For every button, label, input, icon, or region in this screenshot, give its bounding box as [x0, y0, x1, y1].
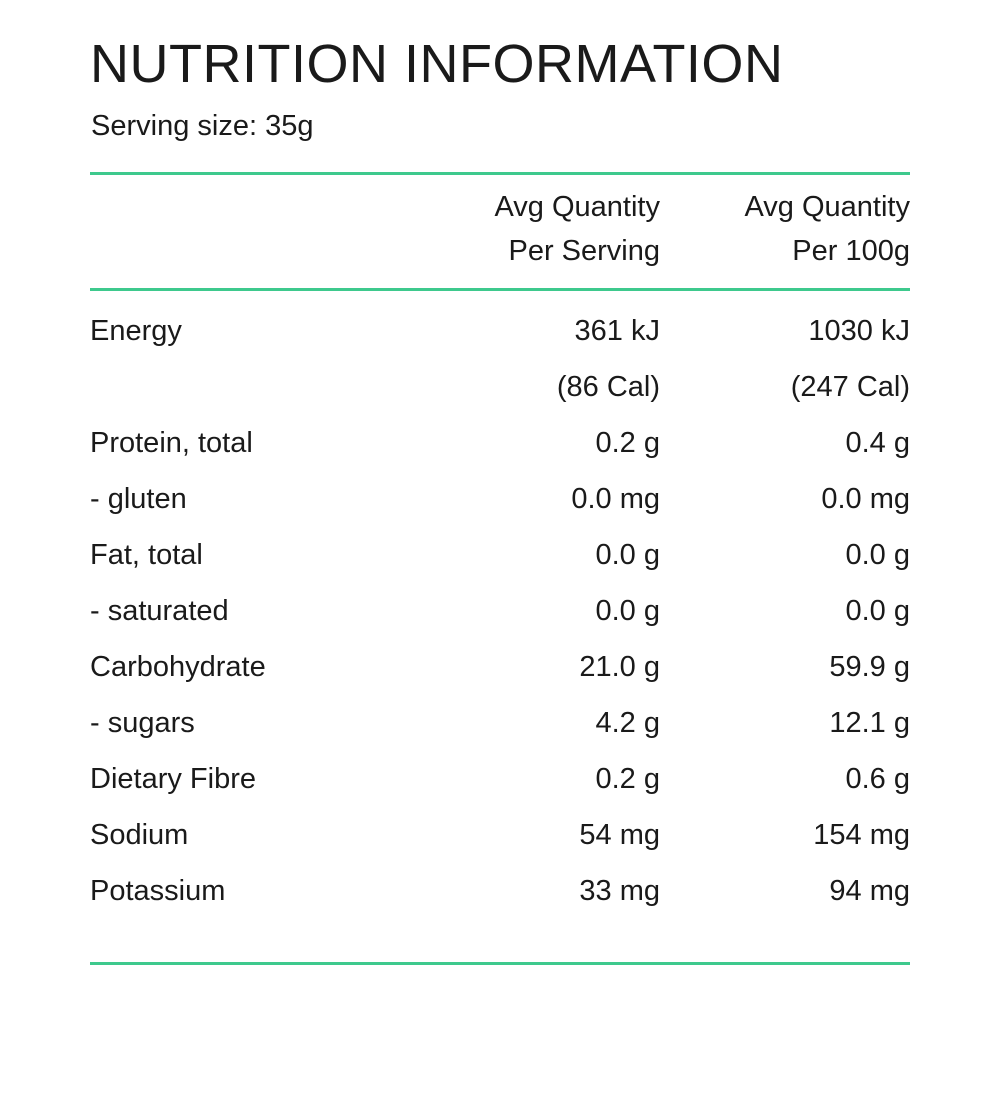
row-label: Carbohydrate [90, 651, 266, 683]
row-value-per-100g: 94 mg [829, 875, 910, 907]
table-row [90, 583, 910, 639]
table-row [90, 415, 910, 471]
row-value-per-100g: 0.0 mg [821, 483, 910, 515]
row-label: Sodium [90, 819, 189, 851]
table-row [90, 751, 910, 807]
page-title: NUTRITION INFORMATION [90, 34, 784, 94]
table-row [90, 303, 910, 359]
row-value-per-serving: 0.2 g [595, 763, 660, 795]
table-row [90, 359, 910, 415]
row-value-per-serving: 33 mg [579, 875, 660, 907]
table-row [90, 639, 910, 695]
column-header-per-100g [660, 186, 910, 273]
row-value-per-100g: 0.0 g [845, 539, 910, 571]
divider-top [90, 172, 910, 175]
column-header-per-100g-line1: Avg Quantity [744, 191, 910, 223]
row-label [90, 359, 410, 415]
row-value-per-serving: 0.0 mg [571, 483, 660, 515]
row-value-per-serving: 0.0 g [595, 595, 660, 627]
row-value-per-100g: 154 mg [813, 819, 910, 851]
row-value-per-100g: 0.6 g [845, 763, 910, 795]
row-value-per-100g: 0.4 g [845, 427, 910, 459]
row-value-per-serving: 54 mg [579, 819, 660, 851]
row-value-per-serving: 361 kJ [574, 315, 660, 347]
row-label: Energy [90, 315, 182, 347]
table-row [90, 807, 910, 863]
table-row [90, 863, 910, 919]
row-value-per-100g: (247 Cal) [790, 371, 910, 403]
table-row [90, 527, 910, 583]
column-header-per-serving-line2: Per Serving [508, 234, 660, 267]
table-header [90, 186, 910, 273]
table-row [90, 695, 910, 751]
row-label: - gluten [90, 483, 187, 515]
nutrition-table [90, 186, 910, 919]
row-value-per-100g: 1030 kJ [808, 315, 910, 347]
table-row [90, 471, 910, 527]
table-header-row [90, 186, 910, 273]
row-value-per-serving: 21.0 g [579, 651, 660, 683]
table-body [90, 273, 910, 919]
row-label: Dietary Fibre [90, 763, 256, 795]
row-value-per-serving: 0.2 g [595, 427, 660, 459]
column-header-per-100g-line2: Per 100g [792, 234, 910, 267]
row-label: - sugars [90, 707, 195, 739]
row-value-per-100g: 59.9 g [829, 651, 910, 683]
row-label: - saturated [90, 595, 229, 627]
table-spacer-row [90, 273, 910, 303]
row-value-per-serving: (86 Cal) [556, 371, 660, 403]
row-label: Fat, total [90, 539, 203, 571]
column-header-per-serving-line1: Avg Quantity [494, 191, 660, 223]
row-value-per-serving: 0.0 g [595, 539, 660, 571]
row-label: Potassium [90, 875, 226, 907]
column-header-per-serving [410, 186, 660, 273]
row-label: Protein, total [90, 427, 253, 459]
serving-size-text: Serving size: 35g [91, 110, 314, 142]
column-header-nutrient [90, 186, 410, 273]
row-value-per-100g: 0.0 g [845, 595, 910, 627]
row-value-per-100g: 12.1 g [829, 707, 910, 739]
divider-bottom [90, 962, 910, 965]
row-value-per-serving: 4.2 g [595, 707, 660, 739]
